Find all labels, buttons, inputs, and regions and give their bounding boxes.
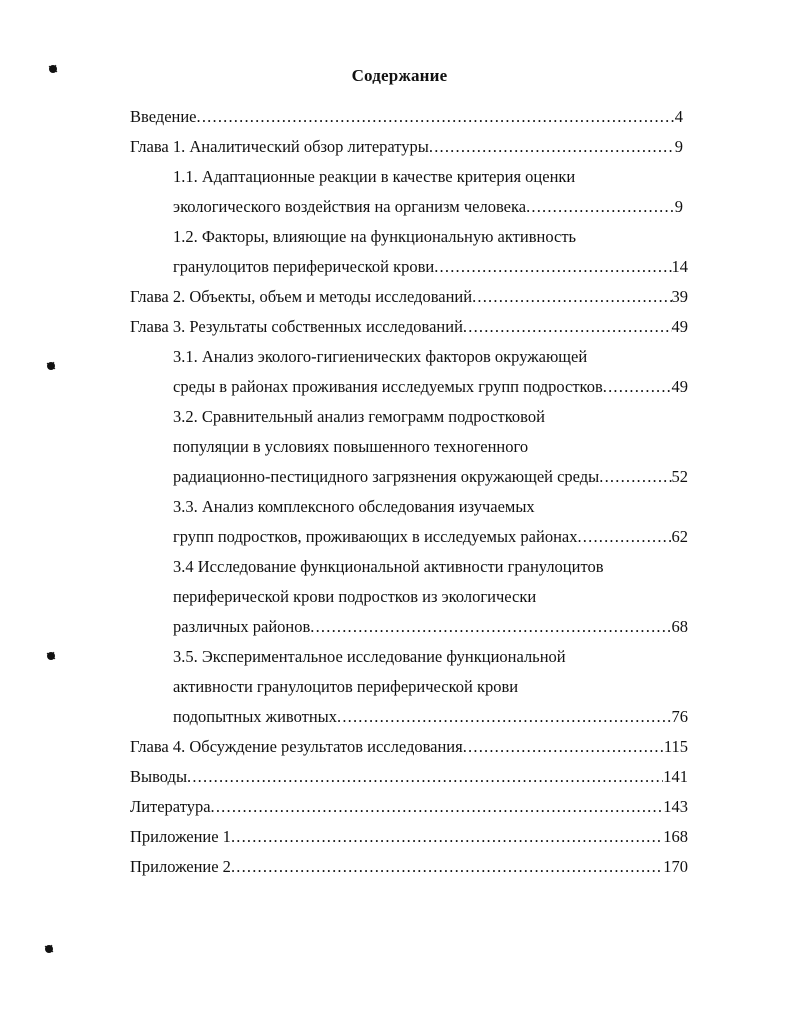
toc-leader-dots	[187, 764, 663, 790]
toc-entry-chapter-3[interactable]	[130, 314, 688, 340]
toc-entry-page: 62	[671, 527, 688, 546]
page-title: Содержание	[351, 66, 448, 85]
toc-entry-3-3-line-2[interactable]	[173, 524, 688, 550]
toc-entry-3-4-line-2[interactable]: периферической крови подростков из экологически	[173, 587, 537, 606]
toc-entry-text: Глава 1. Аналитический обзор литературы	[130, 137, 429, 156]
toc-entry-page: 49	[671, 317, 688, 336]
toc-leader-dots	[577, 524, 671, 550]
toc-leader-dots	[211, 794, 664, 820]
toc-entry-text: среды в районах проживания исследуемых групп подростков	[173, 377, 603, 396]
binder-hole-mark-icon	[44, 944, 54, 954]
toc-entry-3-4-line-1[interactable]: 3.4 Исследование функциональной активности гранулоцитов	[173, 557, 604, 576]
binder-hole-mark-icon	[46, 651, 56, 661]
toc-entry-page: 115	[663, 737, 688, 756]
toc-entry-1-2-line-2[interactable]	[173, 254, 688, 280]
toc-entry-text: Глава 2. Объекты, объем и методы исследований	[130, 287, 473, 306]
toc-leader-dots	[463, 314, 672, 340]
toc-entry-3-2-line-1[interactable]: 3.2. Сравнительный анализ гемограмм подростковой	[173, 407, 545, 426]
toc-leader-dots	[429, 134, 675, 160]
toc-entry-page: 52	[671, 467, 688, 486]
toc-entry-3-2-line-2[interactable]: популяции в условиях повышенного техногенного	[173, 437, 529, 456]
binder-hole-mark-icon	[48, 64, 58, 74]
toc-leader-dots	[231, 824, 663, 850]
toc-entry-appendix-2[interactable]	[130, 854, 688, 880]
toc-entry-introduction[interactable]	[130, 104, 683, 130]
toc-leader-dots	[197, 104, 675, 130]
toc-entry-3-1-line-1[interactable]: 3.1. Анализ эколого-гигиенических факторов окружающей	[173, 347, 588, 366]
toc-entry-page: 68	[671, 617, 688, 636]
toc-entry-page: 143	[663, 797, 688, 816]
toc-leader-dots	[434, 254, 671, 280]
toc-entry-text: радиационно-пестицидного загрязнения окружающей среды	[173, 467, 600, 486]
toc-entry-page: 9	[674, 197, 683, 216]
toc-entry-text: различных районов	[173, 617, 311, 636]
toc-entry-page: 39	[671, 287, 688, 306]
toc-entry-page: 141	[663, 767, 688, 786]
toc-leader-dots	[310, 614, 671, 640]
toc-entry-3-3-line-1[interactable]: 3.3. Анализ комплексного обследования изучаемых	[173, 497, 535, 516]
toc-entry-1-1-line-1[interactable]: 1.1. Адаптационные реакции в качестве критерия оценки	[173, 167, 576, 186]
toc-entry-page: 170	[663, 857, 688, 876]
toc-entry-text: Литература	[130, 797, 211, 816]
toc-entry-conclusions[interactable]	[130, 764, 688, 790]
toc-entry-3-2-line-3[interactable]	[173, 464, 688, 490]
toc-entry-appendix-1[interactable]	[130, 824, 688, 850]
toc-entry-3-5-line-3[interactable]	[173, 704, 688, 730]
toc-entry-text: подопытных животных	[173, 707, 337, 726]
toc-entry-page: 4	[674, 107, 683, 126]
toc-entry-3-1-line-2[interactable]	[173, 374, 688, 400]
toc-entry-page: 49	[671, 377, 688, 396]
toc-entry-page: 9	[674, 137, 683, 156]
toc-entry-page: 168	[663, 827, 688, 846]
toc-entry-chapter-1[interactable]	[130, 134, 683, 160]
toc-leader-dots	[472, 284, 671, 310]
toc-entry-text: групп подростков, проживающих в исследуемых районах	[173, 527, 578, 546]
toc-leader-dots	[337, 704, 672, 730]
toc-entry-3-5-line-2[interactable]: активности гранулоцитов периферической крови	[173, 677, 519, 696]
toc-entry-3-5-line-1[interactable]: 3.5. Экспериментальное исследование функциональной	[173, 647, 566, 666]
toc-entry-text: Выводы	[130, 767, 188, 786]
toc-entry-page: 76	[671, 707, 688, 726]
toc-entry-literature[interactable]	[130, 794, 688, 820]
toc-entry-chapter-4[interactable]	[130, 734, 688, 760]
toc-entry-text: Приложение 1	[130, 827, 231, 846]
toc-entry-text: Введение	[130, 107, 197, 126]
toc-entry-text: экологического воздействия на организм человека	[173, 197, 527, 216]
toc-entry-3-4-line-3[interactable]	[173, 614, 688, 640]
toc-leader-dots	[463, 734, 664, 760]
toc-entry-1-2-line-1[interactable]: 1.2. Факторы, влияющие на функциональную активность	[173, 227, 577, 246]
toc-leader-dots	[599, 464, 671, 490]
toc-entry-text: Глава 3. Результаты собственных исследований	[130, 317, 463, 336]
toc-leader-dots	[231, 854, 663, 880]
toc-entry-text: Приложение 2	[130, 857, 231, 876]
toc-entry-page: 14	[671, 257, 688, 276]
toc-entry-chapter-2[interactable]	[130, 284, 688, 310]
toc-leader-dots	[603, 374, 672, 400]
toc-leader-dots	[526, 194, 675, 220]
toc-entry-1-1-line-2[interactable]	[173, 194, 683, 220]
toc-entry-text: гранулоцитов периферической крови	[173, 257, 435, 276]
toc-entry-text: Глава 4. Обсуждение результатов исследования	[130, 737, 463, 756]
binder-hole-mark-icon	[46, 361, 56, 371]
